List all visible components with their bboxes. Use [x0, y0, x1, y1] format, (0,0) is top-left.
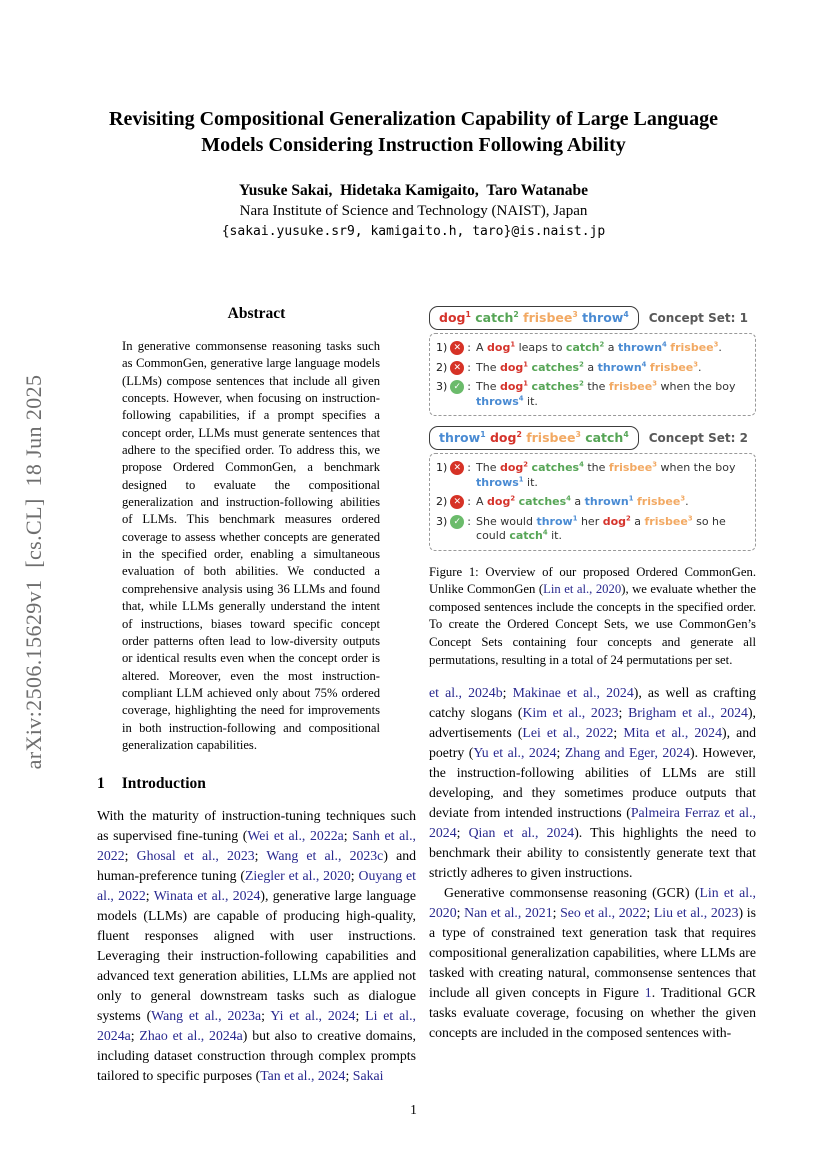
- concept-order-superscript: 3: [687, 513, 693, 522]
- concept-word-orange: frisbee$^3$: [523, 309, 578, 325]
- text-run: it.: [523, 394, 538, 408]
- concept-order-superscript: 1: [628, 494, 634, 503]
- text-run: it.: [547, 529, 562, 543]
- sentence-colon: :: [467, 514, 472, 528]
- concept-order-superscript: 1: [518, 474, 524, 483]
- concept-word-orange: frisbee$^3$: [608, 379, 657, 394]
- concept-order-superscript: 4: [542, 528, 548, 537]
- text-run: ;: [456, 825, 469, 841]
- text-run: her: [577, 514, 603, 528]
- sentence-text: [476, 461, 750, 490]
- sentence-number: 2): [436, 360, 448, 374]
- concept-order-superscript: 4: [662, 340, 667, 349]
- text-run: ;: [355, 1008, 366, 1024]
- concept-order-superscript: 1: [523, 379, 529, 388]
- right-paragraph-1: [429, 683, 756, 883]
- sentence-colon: :: [467, 461, 472, 475]
- text-run: ;: [502, 685, 513, 701]
- concept-word-green: catch$^2$: [565, 340, 605, 354]
- concept-order-superscript: 3: [693, 359, 698, 368]
- concept-order-superscript: 4: [623, 429, 629, 439]
- concept-order-superscript: 1: [465, 309, 471, 319]
- sentence-text: [476, 341, 750, 356]
- text-run: ;: [343, 828, 353, 844]
- sentence-number: 3): [436, 380, 448, 394]
- abstract-heading: Abstract: [227, 305, 286, 322]
- figure-sentence: [436, 361, 750, 376]
- figure-1-caption: [429, 564, 756, 670]
- concept-set-2-header: [429, 426, 756, 450]
- right-paragraph-2: [429, 883, 756, 1043]
- concept-word-green: catches$^2$: [531, 379, 584, 394]
- concept-word-orange: frisbee$^3$: [608, 460, 657, 475]
- concept-order-superscript: 2: [626, 513, 631, 522]
- concept-order-superscript: 1: [572, 513, 578, 522]
- concept-order-superscript: 1: [480, 429, 486, 439]
- concept-order-superscript: 2: [579, 379, 584, 388]
- citation-link[interactable]: Zhang and Eger, 2024: [564, 745, 690, 761]
- concept-set-2-sentence-box: [429, 453, 756, 551]
- citation-link[interactable]: Lin et al., 2020: [543, 582, 622, 597]
- text-run: ), and poetry (: [429, 725, 756, 761]
- citation-link[interactable]: 1: [644, 985, 652, 1001]
- concept-set-1-concepts: [429, 306, 639, 330]
- citation-link[interactable]: Liu et al., 2023: [653, 905, 739, 921]
- text-run: a: [570, 495, 585, 509]
- citation-link[interactable]: Winata et al., 2024: [153, 888, 261, 904]
- text-run: The: [476, 461, 500, 475]
- concept-order-superscript: 4: [579, 460, 584, 469]
- fail-icon: ✕: [450, 341, 464, 355]
- concept-word-orange: frisbee$^3$: [526, 429, 581, 446]
- sentence-colon: :: [467, 360, 472, 374]
- sentence-colon: :: [467, 495, 472, 509]
- text-run: when the boy: [656, 380, 736, 394]
- concept-order-superscript: 2: [579, 359, 584, 368]
- concept-word-orange: frisbee$^3$: [649, 359, 698, 374]
- text-run: ), as well as crafting catchy slogans (: [429, 685, 756, 721]
- concept-word-blue: throws$^1$: [476, 474, 524, 489]
- citation-link[interactable]: Kim et al., 2023: [522, 705, 619, 721]
- sentence-number: 3): [436, 514, 448, 528]
- citation-link[interactable]: Brigham et al., 2024: [628, 705, 748, 721]
- citation-link[interactable]: Ghosal et al., 2023: [136, 848, 255, 864]
- concept-order-superscript: 2: [513, 309, 519, 319]
- concept-order-superscript: 4: [641, 359, 647, 368]
- text-run: ;: [130, 1028, 140, 1044]
- concept-order-superscript: 2: [510, 494, 516, 503]
- concept-word-blue: throw$^1$: [536, 513, 578, 528]
- figure-sentence: [436, 515, 750, 544]
- text-run: ;: [145, 888, 154, 904]
- text-run: ;: [261, 1008, 271, 1024]
- text-run: the: [583, 380, 609, 394]
- concept-word-green: catches$^4$: [531, 460, 584, 475]
- concept-word-orange: frisbee$^3$: [644, 513, 693, 528]
- concept-word-blue: thrown$^4$: [617, 340, 667, 354]
- intro-paragraph-1: [97, 806, 416, 1086]
- citation-link[interactable]: Yi et al., 2024: [270, 1008, 356, 1024]
- text-run: Figure 1: Overview of our proposed Ordered CommonGen. Unlike CommonGen (: [429, 564, 756, 597]
- citation-link[interactable]: Lin et al., 2020: [429, 885, 756, 921]
- concept-order-superscript: 3: [713, 340, 719, 349]
- arxiv-banner: arXiv:2506.15629v1 [cs.CL] 18 Jun 2025: [21, 374, 46, 770]
- concept-order-superscript: 1: [523, 359, 529, 368]
- concept-word-blue: thrown$^4$: [597, 359, 647, 374]
- figure-1: [429, 306, 756, 669]
- concept-set-1-sentence-box: [429, 333, 756, 416]
- text-run: a: [604, 341, 618, 354]
- text-run: The: [476, 360, 500, 374]
- text-run: With the maturity of instruction-tuning techniques such as supervised fine-tuning (: [97, 808, 416, 844]
- citation-link[interactable]: Wang et al., 2023a: [151, 1008, 262, 1024]
- text-run: Generative commonsense reasoning (GCR) (: [444, 885, 700, 901]
- concept-word-green: catch$^2$: [475, 309, 519, 325]
- text-run: the: [583, 461, 609, 475]
- concept-word-green: catches$^4$: [518, 494, 571, 509]
- text-run: ). This highlights the need to benchmark their ability to consistently generate text that strictly adheres to given instructions.: [429, 825, 756, 881]
- citation-link[interactable]: Lei et al., 2022: [522, 725, 614, 741]
- fail-icon: ✕: [450, 461, 464, 475]
- left-column: [97, 299, 416, 1086]
- citation-link[interactable]: Sanh et al., 2022: [97, 828, 416, 864]
- text-run: . Traditional GCR tasks evaluate coverage, focusing on whether the given concepts are included in the composed sentences with-: [429, 985, 756, 1041]
- text-run: .: [718, 341, 722, 354]
- sentence-text: [476, 495, 750, 510]
- concept-word-red: dog$^2$: [489, 429, 522, 446]
- text-run: ;: [646, 905, 654, 921]
- concept-set-2-block: [429, 426, 756, 551]
- text-run: ), we evaluate whether the composed sentences include the concepts in the specified order. To create the Ordered Concept Sets, we use CommonGen’s Concept Sets containing four concepts and generate all permutations, resulting in a total of 24 permutations per set.: [429, 582, 756, 667]
- text-run: .: [685, 495, 689, 509]
- concept-set-2-label: Concept Set: 2: [648, 431, 748, 446]
- citation-link[interactable]: Sakai: [352, 1068, 384, 1084]
- text-run: it.: [523, 475, 538, 489]
- text-run: ;: [456, 905, 465, 921]
- citation-link[interactable]: Ziegler et al., 2020: [244, 868, 351, 884]
- concept-order-superscript: 2: [516, 429, 522, 439]
- concept-set-1-block: [429, 306, 756, 416]
- concept-order-superscript: 1: [510, 340, 516, 349]
- concept-word-red: dog$^1$: [487, 340, 516, 354]
- text-run: so he could: [476, 514, 726, 543]
- concept-order-superscript: 3: [652, 460, 657, 469]
- fail-icon: ✕: [450, 495, 464, 509]
- figure-sentence: [436, 341, 750, 356]
- concept-word-red: dog$^1$: [499, 379, 529, 394]
- sentence-number: 2): [436, 495, 448, 509]
- citation-link[interactable]: Li et al., 2024a: [97, 1008, 416, 1044]
- text-run: ), advertisements (: [429, 705, 756, 741]
- citation-link[interactable]: et al., 2024b: [429, 685, 503, 701]
- paper-header: [0, 106, 827, 239]
- concept-word-blue: thrown$^1$: [584, 494, 634, 509]
- section-heading-introduction: [97, 775, 416, 793]
- sentence-text: [476, 515, 750, 544]
- concept-order-superscript: 3: [652, 379, 657, 388]
- concept-order-superscript: 3: [572, 309, 578, 319]
- citation-link[interactable]: Ouyang et al., 2022: [97, 868, 416, 904]
- concept-word-blue: throws$^4$: [476, 393, 524, 408]
- concept-word-green: catches$^2$: [531, 359, 584, 374]
- page-number: 1: [410, 1102, 417, 1117]
- concept-word-green: catch$^4$: [585, 429, 629, 446]
- text-run: ;: [613, 725, 624, 741]
- text-run: ;: [254, 848, 267, 864]
- concept-word-red: dog$^2$: [602, 513, 631, 528]
- sentence-colon: :: [467, 380, 472, 394]
- citation-link[interactable]: Seo et al., 2022: [560, 905, 647, 921]
- pass-icon: ✓: [450, 380, 464, 394]
- text-run: a: [583, 360, 598, 374]
- text-run: ;: [345, 1068, 353, 1084]
- concept-set-1-label: Concept Set: 1: [648, 311, 748, 325]
- concept-order-superscript: 2: [523, 460, 529, 469]
- sentence-colon: :: [467, 341, 472, 354]
- citation-link[interactable]: Qian et al., 2024: [468, 825, 575, 841]
- authors: Yusuke Sakai, Hidetaka Kamigaito, Taro Watanabe: [239, 182, 588, 199]
- affiliation: Nara Institute of Science and Technology (NAIST), Japan: [239, 203, 588, 219]
- citation-link[interactable]: Wang et al., 2023c: [266, 848, 384, 864]
- concept-word-green: catch$^4$: [509, 528, 548, 543]
- concept-word-orange: frisbee$^3$: [670, 340, 719, 354]
- citation-link[interactable]: Zhao et al., 2024a: [139, 1028, 243, 1044]
- figure-sentence: [436, 495, 750, 510]
- text-run: leaps to: [515, 341, 566, 354]
- text-run: She would: [476, 514, 537, 528]
- text-run: ;: [124, 848, 137, 864]
- pass-icon: ✓: [450, 515, 464, 529]
- concept-order-superscript: 3: [575, 429, 581, 439]
- citation-link[interactable]: Mita et al., 2024: [623, 725, 722, 741]
- text-run: ;: [552, 905, 561, 921]
- citation-link[interactable]: Wei et al., 2022a: [247, 828, 344, 844]
- citation-link[interactable]: Tan et al., 2024: [260, 1068, 346, 1084]
- concept-word-blue: throw$^4$: [582, 309, 629, 325]
- text-run: The: [476, 380, 500, 394]
- concept-order-superscript: 4: [566, 494, 571, 503]
- right-column: [429, 299, 756, 1043]
- fail-icon: ✕: [450, 361, 464, 375]
- text-run: ) is a type of constrained text generation task that requires compositional generalization capabilities, where LLMs are tasked with creating natural, commonsense sentences that include all given concepts in Figure: [429, 905, 756, 1001]
- figure-sentence: [436, 380, 750, 409]
- concept-word-red: dog$^2$: [499, 460, 529, 475]
- email-line: {sakai.yusuke.sr9, kamigaito.h, taro}@is.naist.jp: [221, 224, 606, 239]
- text-run: .: [698, 360, 702, 374]
- section-number: 1: [97, 775, 105, 793]
- sentence-number: 1): [436, 461, 448, 475]
- concept-word-red: dog$^2$: [487, 494, 516, 509]
- text-run: when the boy: [656, 461, 736, 475]
- sentence-text: [476, 361, 750, 376]
- sentence-number: 1): [436, 341, 448, 354]
- sentence-text: [476, 380, 750, 409]
- text-run: ) but also to creative domains, including dataset construction through complex prompts tailored to specific purposes (: [97, 1028, 416, 1084]
- concept-set-1-header: [429, 306, 756, 330]
- citation-link[interactable]: Palmeira Ferraz et al., 2024: [429, 805, 757, 841]
- text-run: ;: [618, 705, 629, 721]
- text-run: A: [476, 341, 488, 354]
- abstract-text: In generative commonsense reasoning tasks such as CommonGen, generative large language models (LLMs) compose sentences that include all given concepts. However, when focusing on instruction-following capabilities, if a prompt specifies a concept order, LLMs must generate sentences that adhere to the specified order. To address this, we propose Ordered CommonGen, a benchmark designed to evaluate the compositional generalization and instruction-following abilities of LLMs. This benchmark measures ordered coverage to assess whether concepts are generated in the specified order, enabling a simultaneous evaluation of both abilities. We conducted a comprehensive analysis using 36 LLMs and found that, while LLMs generally understand the intent of instructions, biases toward specific concept order patterns often lead to low-diversity outputs or identical results even when the concept order is altered. Moreover, even the most instruction-compliant LLM achieved only about 75% ordered coverage, highlighting the need for improvements in both instruction-following and compositional generalization capabilities.: [122, 339, 380, 752]
- concept-order-superscript: 4: [623, 309, 629, 319]
- text-run: ). However, the instruction-following abilities of LLMs are still developing, and they sometimes produce outputs that deviate from intended instructions (: [429, 745, 756, 821]
- concept-order-superscript: 3: [680, 494, 686, 503]
- figure-sentence: [436, 461, 750, 490]
- citation-link[interactable]: Nan et al., 2021: [464, 905, 553, 921]
- concept-word-red: dog$^1$: [439, 309, 471, 325]
- concept-order-superscript: 2: [599, 340, 605, 349]
- citation-link[interactable]: Makinae et al., 2024: [512, 685, 634, 701]
- concept-order-superscript: 4: [518, 393, 524, 402]
- text-run: A: [476, 495, 488, 509]
- section-title: Introduction: [121, 775, 206, 793]
- citation-link[interactable]: Yu et al., 2024: [473, 745, 557, 761]
- text-run: ;: [556, 745, 565, 761]
- text-run: ), generative large language models (LLMs) are capable of producing high-quality, fluent responses aligned with user instructions. Leveraging their instruction-following capabilities and advanced text generation abilities, LLMs are applied not only to general downstream tasks such as dialogue systems (: [97, 888, 416, 1024]
- concept-word-red: dog$^1$: [499, 359, 529, 374]
- text-run: a: [630, 514, 645, 528]
- paper-title: Revisiting Compositional Generalization Capability of Large Language Models Considering Instruction Following Ability: [109, 108, 718, 156]
- concept-word-orange: frisbee$^3$: [636, 494, 686, 509]
- text-run: ;: [350, 868, 359, 884]
- text-run: ) and human-preference tuning (: [97, 848, 417, 884]
- concept-word-blue: throw$^1$: [439, 429, 486, 446]
- concept-set-2-concepts: [429, 426, 639, 450]
